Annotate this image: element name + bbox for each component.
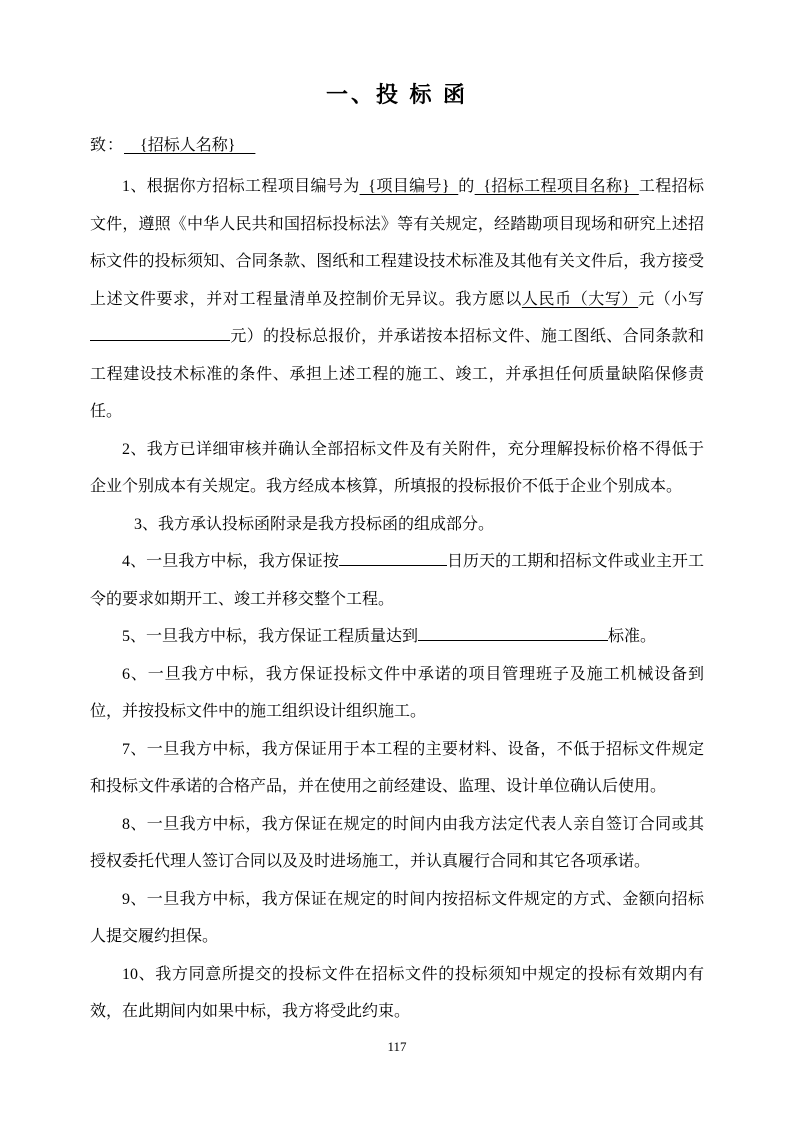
text-run: 4、一旦我方中标，我方保证按 — [122, 553, 339, 570]
recipient-name-blank: {招标人名称} — [124, 137, 256, 154]
text-run: 6、一旦我方中标，我方保证投标文件中承诺的项目管理班子及施工机械设备到位，并按投标文件中的施工组织设计组织施工。 — [90, 665, 704, 720]
text-run: 9、一旦我方中标，我方保证在规定的时间内按招标文件规定的方式、金额向招标人提交履约担保。 — [90, 890, 704, 945]
paragraph — [90, 881, 704, 956]
text-run: 3、我方承认投标函附录是我方投标函的组成部分。 — [134, 515, 495, 533]
text-run: 2、我方已详细审核并确认全部招标文件及有关附件，充分理解投标价格不得低于企业个别成本有关规定。我方经成本核算，所填报的投标报价不低于企业个别成本。 — [90, 440, 704, 495]
text-run: 10、我方同意所提交的投标文件在招标文件的投标须知中规定的投标有效期内有效，在此期间内如果中标，我方将受此约束。 — [90, 965, 704, 1020]
paragraph — [90, 506, 704, 544]
text-run: 日历天的工期和招标文件或业主开工令的要求如期开工、竣工并移交整个工程。 — [90, 553, 704, 608]
text-run: 的 — [458, 178, 475, 195]
underline-blank — [339, 550, 447, 566]
text-run: 5、一旦我方中标，我方保证工程质量达到 — [122, 628, 419, 645]
page-footer — [0, 1038, 794, 1056]
placeholder-field: 人民币（大写） — [521, 290, 639, 308]
text-run: 工程招标文件，遵照《中华人民共和国招标投标法》等有关规定，经踏勘项目现场和研究上述招标文件的投标须知、合同条款、图纸和工程建设技术标准及其他有关文件后，我方接受上述文件要求，并对工程量清单及控制价无异议。我方愿以 — [90, 178, 704, 308]
page-number: 117 — [387, 1039, 407, 1054]
paragraph — [90, 431, 704, 506]
text-run: 1、根据你方招标工程项目编号为 — [122, 178, 360, 195]
paragraph — [90, 168, 704, 431]
document-title: 一、投 标 函 — [325, 82, 468, 107]
text-run: 元）的投标总报价，并承诺按本招标文件、施工图纸、合同条款和工程建设技术标准的条件、承担上述工程的施工、竣工，并承担任何质量缺陷保修责任。 — [90, 328, 704, 420]
salutation-prefix: 致： — [90, 137, 125, 154]
paragraph — [90, 956, 704, 1031]
paragraph — [90, 618, 704, 656]
underline-blank — [90, 325, 230, 341]
text-run: 8、一旦我方中标，我方保证在规定的时间内由我方法定代表人亲自签订合同或其授权委托代理人签订合同以及及时进场施工，并认真履行合同和其它各项承诺。 — [90, 815, 704, 870]
text-run: 标准。 — [608, 628, 657, 645]
text-run: 7、一旦我方中标，我方保证用于本工程的主要材料、设备，不低于招标文件规定和投标文件承诺的合格产品，并在使用之前经建设、监理、设计单位确认后使用。 — [90, 740, 704, 795]
placeholder-field: {项目编号} — [359, 178, 459, 195]
paragraph — [90, 656, 704, 731]
paragraph — [90, 806, 704, 881]
underline-blank — [418, 625, 608, 641]
text-run: 元（小写 — [638, 290, 704, 308]
document-body — [90, 168, 704, 1031]
paragraph — [90, 731, 704, 806]
placeholder-field: {招标工程项目名称} — [474, 178, 639, 195]
paragraph — [90, 543, 704, 618]
salutation-line — [90, 132, 704, 160]
